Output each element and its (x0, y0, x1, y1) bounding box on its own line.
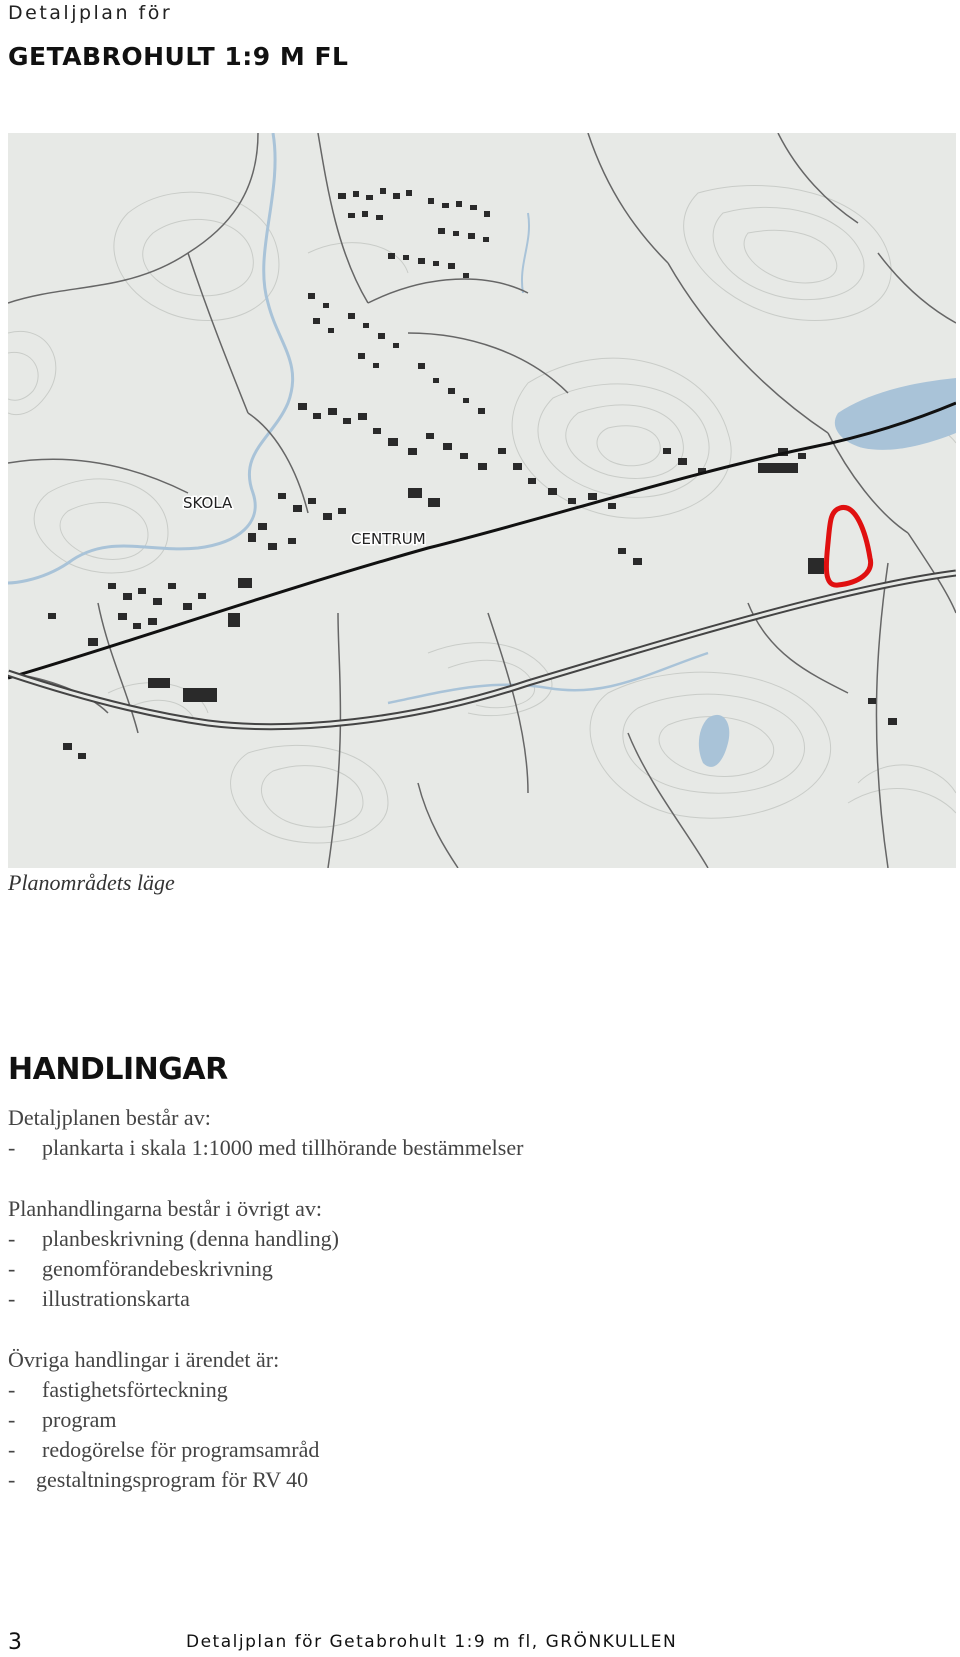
list-item: - program (8, 1407, 117, 1432)
list-item: - redogörelse för programsamråd (8, 1437, 320, 1462)
list-item-text: illustrationskarta (42, 1286, 190, 1311)
map-label-center: CENTRUM (351, 530, 426, 548)
list-item-text: gestaltningsprogram för RV 40 (36, 1467, 309, 1492)
map-label-school: SKOLA (183, 494, 233, 512)
group-intro: Planhandlingarna består i övrigt av: (8, 1196, 323, 1221)
list-item-text: fastighetsförteckning (42, 1377, 228, 1402)
list-item-text: plankarta i skala 1:1000 med tillhörande bestämmelser (42, 1135, 524, 1160)
document-title: GETABROHULT 1:9 M FL (8, 42, 349, 71)
list-item: - planbeskrivning (denna handling) (8, 1226, 339, 1251)
documents-group-planhandlingar (8, 1194, 339, 1314)
page-number: 3 (8, 1630, 22, 1655)
section-heading-handlingar: HANDLINGAR (8, 1052, 228, 1087)
footer-title: Detaljplan för Getabrohult 1:9 m fl, GRÖNKULLEN (186, 1632, 678, 1652)
documents-group-plan (8, 1103, 523, 1163)
list-item: - illustrationskarta (8, 1286, 190, 1311)
location-map (8, 133, 956, 868)
list-item-text: redogörelse för programsamråd (42, 1437, 320, 1462)
list-item: - plankarta i skala 1:1000 med tillhörande bestämmelser (8, 1135, 524, 1160)
group-intro: Detaljplanen består av: (8, 1105, 211, 1130)
group-intro: Övriga handlingar i ärendet är: (8, 1347, 280, 1372)
document-subtitle: Detaljplan för (8, 2, 173, 24)
list-item-text: program (42, 1407, 117, 1432)
list-item: - genomförandebeskrivning (8, 1256, 273, 1281)
documents-group-ovriga (8, 1345, 319, 1495)
list-item: - gestaltningsprogram för RV 40 (8, 1467, 309, 1492)
list-item: - fastighetsförteckning (8, 1377, 228, 1402)
list-item-text: genomförandebeskrivning (42, 1256, 273, 1281)
list-item-text: planbeskrivning (denna handling) (42, 1226, 339, 1251)
map-svg (8, 133, 956, 868)
map-caption: Planområdets läge (8, 870, 175, 895)
